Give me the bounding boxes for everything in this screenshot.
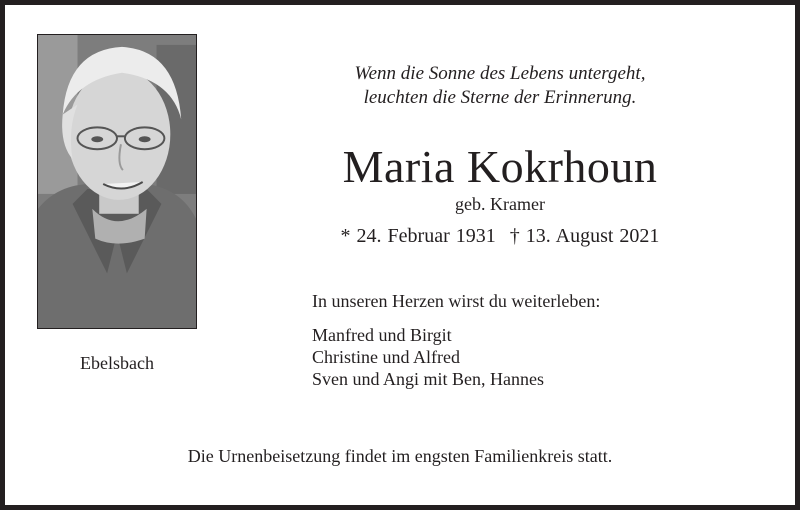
birth-date: * 24. Februar 1931 — [340, 225, 496, 247]
obituary-card — [5, 5, 795, 505]
death-date: † 13. August 2021 — [509, 225, 660, 247]
memorial-verse — [285, 62, 715, 110]
mourners-intro: In unseren Herzen wirst du weiterleben: — [312, 291, 601, 311]
mourners-list — [312, 324, 544, 390]
deceased-name: Maria Kokrhoun — [342, 141, 658, 192]
memorial-verse-line-2: leuchten die Sterne der Erinnerung. — [363, 87, 637, 108]
funeral-note: Die Urnenbeisetzung findet im engsten Familienkreis statt. — [187, 446, 613, 466]
place-of-residence: Ebelsbach — [80, 353, 154, 373]
life-dates — [285, 225, 715, 248]
mourner-entry: Sven und Angi mit Ben, Hannes — [312, 369, 544, 389]
memorial-verse-line-1: Wenn die Sonne des Lebens untergeht, — [354, 63, 646, 84]
mourner-entry: Manfred und Birgit — [312, 325, 452, 345]
portrait-photo — [37, 34, 197, 329]
maiden-name: geb. Kramer — [455, 194, 545, 214]
portrait-image — [38, 35, 196, 328]
mourner-entry: Christine und Alfred — [312, 347, 460, 367]
